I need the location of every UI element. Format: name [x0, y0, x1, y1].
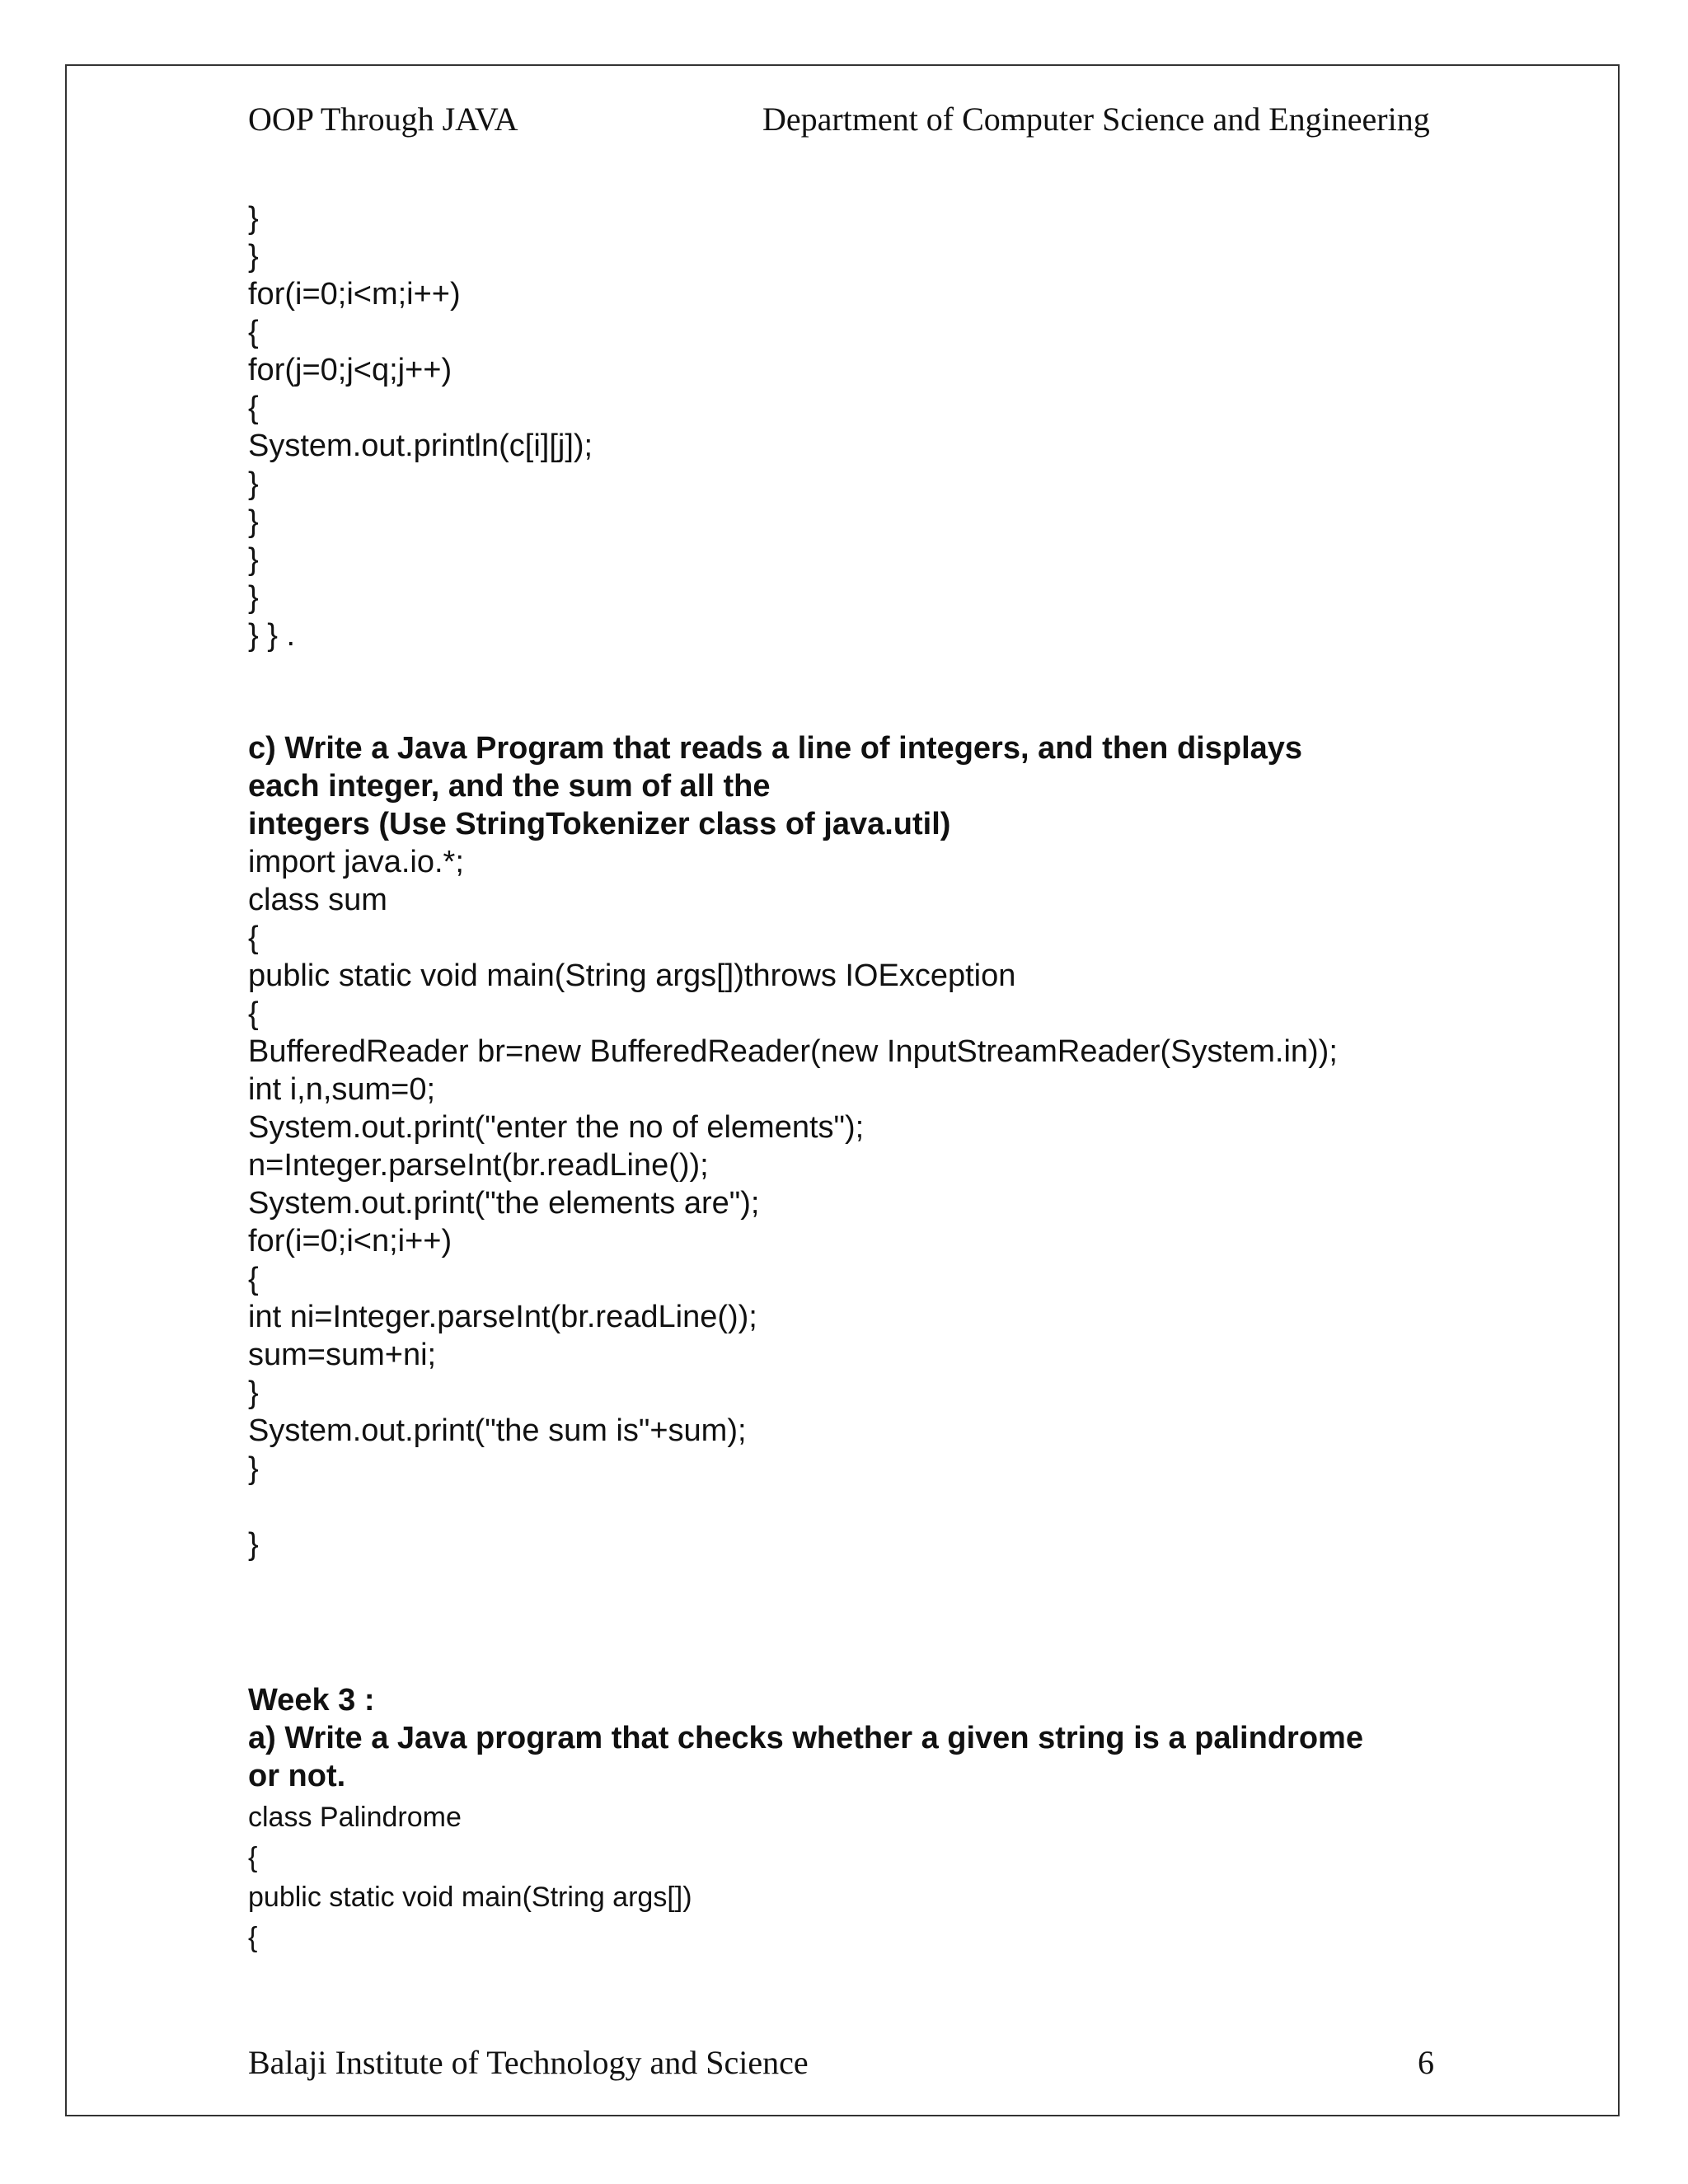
header-course-title: OOP Through JAVA — [248, 101, 518, 138]
code-line: { — [248, 1842, 258, 1873]
code-line: } } . — [248, 618, 296, 653]
code-line: } — [248, 1527, 259, 1562]
code-line: sum=sum+ni; — [248, 1338, 437, 1372]
code-line: n=Integer.parseInt(br.readLine()); — [248, 1148, 709, 1183]
code-line: public static void main(String args[]) — [248, 1882, 692, 1913]
code-line: int ni=Integer.parseInt(br.readLine()); — [248, 1300, 757, 1334]
code-line: { — [248, 1922, 258, 1953]
code-line: for(i=0;i<m;i++) — [248, 277, 461, 312]
code-line: public static void main(String args[])throws IOException — [248, 958, 1016, 993]
code-line: for(i=0;i<n;i++) — [248, 1224, 452, 1258]
code-line: } — [248, 580, 259, 615]
code-line: } — [248, 1376, 259, 1410]
code-line: } — [248, 504, 259, 539]
page-number: 6 — [1418, 2044, 1434, 2081]
code-line: System.out.print("the sum is"+sum); — [248, 1413, 747, 1448]
code-line: } — [248, 1451, 259, 1486]
code-line: import java.io.*; — [248, 845, 464, 879]
code-line: int i,n,sum=0; — [248, 1072, 436, 1107]
code-line: System.out.print("enter the no of elements"); — [248, 1110, 865, 1145]
heading-line: c) Write a Java Program that reads a line of integers, and then displays — [248, 731, 1303, 766]
code-line: } — [248, 466, 259, 501]
footer-institute: Balaji Institute of Technology and Science — [248, 2044, 809, 2081]
code-line: System.out.print("the elements are"); — [248, 1186, 760, 1221]
code-line: BufferedReader br=new BufferedReader(new InputStreamReader(System.in)); — [248, 1034, 1338, 1069]
heading-line: integers (Use StringTokenizer class of java.util) — [248, 807, 951, 841]
heading-line: or not. — [248, 1759, 346, 1793]
code-line: for(j=0;j<q;j++) — [248, 353, 452, 387]
code-line: } — [248, 542, 259, 577]
heading-line: a) Write a Java program that checks whether a given string is a palindrome — [248, 1721, 1363, 1755]
code-line: System.out.println(c[i][j]); — [248, 429, 593, 463]
code-line: { — [248, 921, 259, 955]
code-line: } — [248, 239, 259, 274]
code-line: { — [248, 315, 259, 349]
code-line: { — [248, 391, 259, 425]
week-title: Week 3 : — [248, 1683, 375, 1718]
code-line: { — [248, 996, 259, 1031]
code-line: class Palindrome — [248, 1802, 462, 1833]
heading-line: each integer, and the sum of all the — [248, 769, 771, 804]
header-department: Department of Computer Science and Engineering — [762, 101, 1430, 138]
code-line: class sum — [248, 883, 387, 917]
code-line: { — [248, 1262, 259, 1296]
code-line: } — [248, 201, 259, 236]
